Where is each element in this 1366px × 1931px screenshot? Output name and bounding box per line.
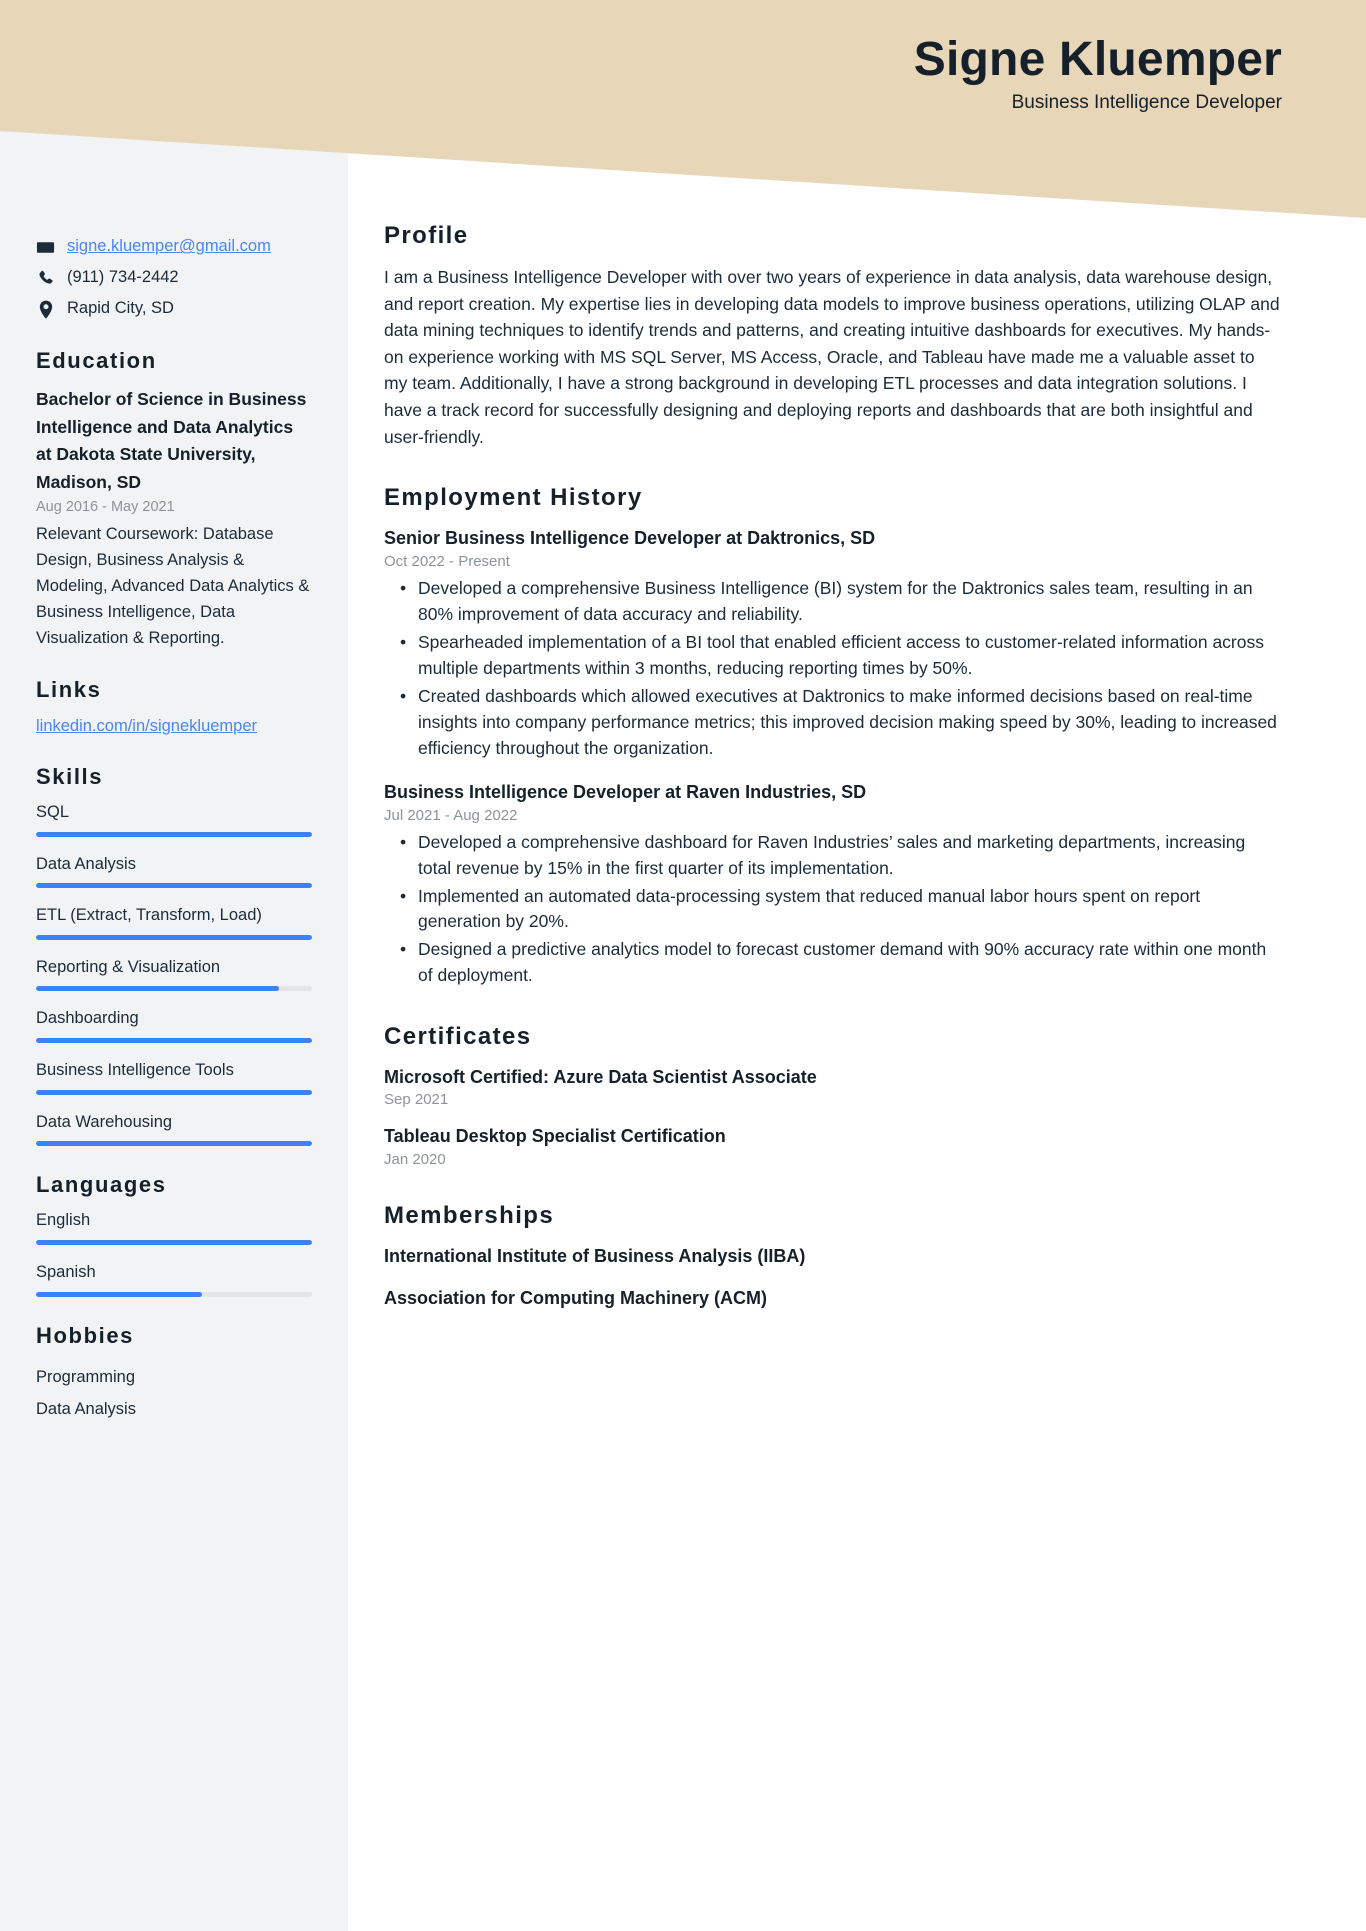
skill-bar-fill bbox=[36, 1038, 312, 1043]
job-bullet: • Created dashboards which allowed executives at Daktronics to make informed decisions based on real-time insights into company performance metrics; this improved decision making speed by 30%, leading to increased efficiency throughout the organization. bbox=[384, 684, 1282, 762]
contact-list bbox=[36, 236, 312, 320]
skill-bar-fill bbox=[36, 1090, 312, 1095]
profile-text: I am a Business Intelligence Developer with over two years of experience in data analysis, data warehouse design, and report creation. My expertise lies in developing data models to improve business operations, utilizing OLAP and data mining techniques to identify trends and patterns, and creating intuitive dashboards for executives. My hands-on experience working with MS SQL Server, MS Access, Oracle, and Tableau have made me a valuable asset to my team. Additionally, I have a strong background in developing ETL processes and data integration solutions. I have a track record for successfully designing and deploying reports and dashboards that are both insightful and user-friendly. bbox=[384, 267, 1280, 447]
languages-heading: Languages bbox=[36, 1172, 167, 1198]
skills-list bbox=[36, 802, 312, 1146]
links-list bbox=[36, 715, 312, 738]
memberships-list bbox=[384, 1244, 1282, 1311]
skill-bar-track bbox=[36, 832, 312, 837]
sidebar-section-links bbox=[36, 677, 312, 738]
language-label: Spanish bbox=[36, 1262, 96, 1281]
certificate-title: Microsoft Certified: Azure Data Scientist Associate bbox=[384, 1067, 817, 1088]
job-bullets bbox=[384, 576, 1282, 761]
job-bullet: • Spearheaded implementation of a BI tool that enabled efficient access to customer-related information across multiple departments within 3 months, reducing reporting times by 50%. bbox=[384, 630, 1282, 682]
phone-icon bbox=[36, 269, 55, 288]
hobby-item: Data Analysis bbox=[36, 1399, 136, 1418]
location-text: Rapid City, SD bbox=[67, 299, 174, 318]
skill-bar-track bbox=[36, 1090, 312, 1095]
certificate-title: Tableau Desktop Specialist Certification bbox=[384, 1126, 726, 1147]
hobby-item: Programming bbox=[36, 1367, 136, 1386]
skill-item bbox=[36, 905, 312, 940]
skill-bar-fill bbox=[36, 883, 312, 888]
skill-item bbox=[36, 1008, 312, 1043]
section-employment-history bbox=[384, 484, 1282, 989]
hobbies-heading: Hobbies bbox=[36, 1322, 134, 1348]
linkedin-link[interactable]: linkedin.com/in/signekluemper bbox=[36, 716, 258, 735]
section-profile bbox=[384, 222, 1282, 450]
job-entry bbox=[384, 780, 1282, 990]
skill-bar-fill bbox=[36, 986, 279, 991]
certificates-heading: Certificates bbox=[384, 1023, 532, 1051]
contact-row-email[interactable] bbox=[36, 236, 312, 258]
sidebar-section-skills bbox=[36, 764, 312, 1146]
envelope-icon bbox=[36, 238, 55, 257]
main-column bbox=[348, 0, 1366, 1384]
certificate-date: Sep 2021 bbox=[384, 1091, 449, 1109]
skill-item bbox=[36, 802, 312, 837]
sidebar-section-languages bbox=[36, 1172, 312, 1296]
education-description: Relevant Coursework: Database Design, Business Analysis & Modeling, Advanced Data Analytics & Business Intelligence, Data Visualization & Reporting. bbox=[36, 524, 310, 647]
skill-bar-fill bbox=[36, 1141, 312, 1146]
candidate-name: Signe Kluemper bbox=[913, 33, 1282, 86]
candidate-job-title: Business Intelligence Developer bbox=[1011, 92, 1282, 113]
job-entry bbox=[384, 526, 1282, 761]
language-bar-track bbox=[36, 1240, 312, 1245]
section-certificates bbox=[384, 1023, 1282, 1168]
education-date: Aug 2016 - May 2021 bbox=[36, 498, 175, 515]
language-bar-fill bbox=[36, 1292, 202, 1297]
skill-bar-track bbox=[36, 1141, 312, 1146]
education-degree: Bachelor of Science in Business Intelligence and Data Analytics at Dakota State University, Madison, SD bbox=[36, 389, 307, 492]
sidebar-section-hobbies bbox=[36, 1323, 312, 1425]
language-bar-track bbox=[36, 1292, 312, 1297]
hobbies-list bbox=[36, 1361, 312, 1425]
profile-heading: Profile bbox=[384, 222, 469, 249]
job-bullet: • Developed a comprehensive dashboard for Raven Industries’ sales and marketing departments, increasing total revenue by 15% in the first quarter of its implementation. bbox=[384, 830, 1282, 882]
language-label: English bbox=[36, 1211, 91, 1230]
certificates-list bbox=[384, 1065, 1282, 1168]
job-date: Jul 2021 - Aug 2022 bbox=[384, 806, 518, 824]
skill-label: Reporting & Visualization bbox=[36, 957, 221, 976]
membership-item: Association for Computing Machinery (ACM) bbox=[384, 1288, 768, 1308]
sidebar-section-education bbox=[36, 348, 312, 651]
job-title: Business Intelligence Developer at Raven Industries, SD bbox=[384, 781, 867, 802]
skill-item bbox=[36, 1060, 312, 1095]
job-title: Senior Business Intelligence Developer at Daktronics, SD bbox=[384, 528, 876, 549]
skill-bar-track bbox=[36, 935, 312, 940]
contact-row-phone bbox=[36, 267, 312, 289]
skill-label: Business Intelligence Tools bbox=[36, 1061, 234, 1080]
language-item bbox=[36, 1262, 312, 1297]
job-date: Oct 2022 - Present bbox=[384, 553, 510, 571]
skill-bar-track bbox=[36, 1038, 312, 1043]
skill-label: ETL (Extract, Transform, Load) bbox=[36, 906, 262, 925]
education-heading: Education bbox=[36, 348, 157, 373]
skill-item bbox=[36, 854, 312, 889]
links-heading: Links bbox=[36, 676, 102, 702]
skill-bar-track bbox=[36, 883, 312, 888]
skills-heading: Skills bbox=[36, 763, 104, 789]
contact-row-location bbox=[36, 298, 312, 320]
jobs-list bbox=[384, 526, 1282, 989]
phone-number: (911) 734-2442 bbox=[67, 268, 179, 287]
certificate-date: Jan 2020 bbox=[384, 1150, 446, 1168]
skill-bar-fill bbox=[36, 832, 312, 837]
job-bullets bbox=[384, 830, 1282, 989]
skill-label: Data Warehousing bbox=[36, 1112, 173, 1131]
email-link[interactable]: signe.kluemper@gmail.com bbox=[67, 237, 271, 256]
certificate-entry bbox=[384, 1065, 1282, 1108]
skill-label: SQL bbox=[36, 802, 70, 821]
language-item bbox=[36, 1210, 312, 1245]
skill-bar-fill bbox=[36, 935, 312, 940]
skill-item bbox=[36, 1112, 312, 1147]
location-pin-icon bbox=[36, 300, 55, 319]
certificate-entry bbox=[384, 1124, 1282, 1167]
section-memberships bbox=[384, 1202, 1282, 1311]
skill-label: Data Analysis bbox=[36, 854, 136, 873]
languages-list bbox=[36, 1210, 312, 1296]
job-bullet: • Developed a comprehensive Business Intelligence (BI) system for the Daktronics sales team, resulting in an 80% improvement of data accuracy and reliability. bbox=[384, 576, 1282, 628]
skill-label: Dashboarding bbox=[36, 1009, 139, 1028]
memberships-heading: Memberships bbox=[384, 1201, 555, 1229]
skill-bar-track bbox=[36, 986, 312, 991]
employment-heading: Employment History bbox=[384, 484, 643, 512]
sidebar bbox=[0, 0, 348, 1465]
job-bullet: • Implemented an automated data-processing system that reduced manual labor hours spent on report generation by 20%. bbox=[384, 884, 1282, 936]
job-bullet: • Designed a predictive analytics model to forecast customer demand with 90% accuracy rate within one month of deployment. bbox=[384, 937, 1282, 989]
language-bar-fill bbox=[36, 1240, 312, 1245]
skill-item bbox=[36, 957, 312, 992]
membership-item: International Institute of Business Analysis (IIBA) bbox=[384, 1245, 806, 1266]
